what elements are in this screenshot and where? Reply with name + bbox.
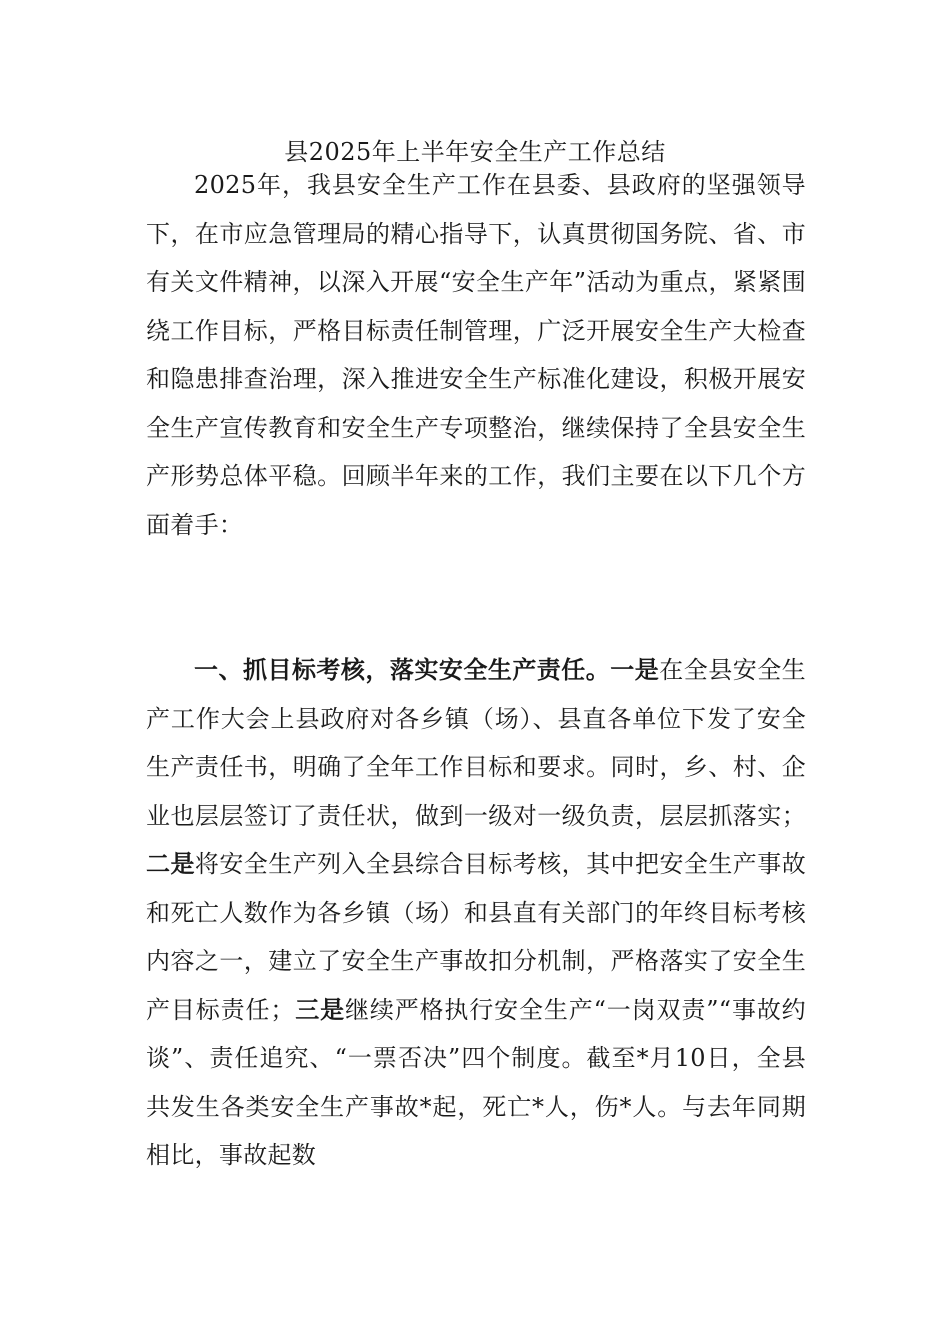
section-1-paragraph (146, 646, 806, 1180)
point-1-label: 一是 (610, 656, 660, 684)
point-2-text: 将安全生产列入全县综合目标考核，其中把安全生产事故和死亡人数作为各乡镇（场）和县直有关部门的年终目标考核内容之一，建立了安全生产事故扣分机制，严格落实了安全生产目标责任； (146, 850, 806, 1024)
point-3-text: 继续严格执行安全生产“一岗双责”“事故约谈”、责任追究、“一票否决”四个制度。截至*月10日，全县共发生各类安全生产事故*起，死亡*人，伤*人。与去年同期相比，事故起数 (146, 995, 806, 1169)
document-title: 县2025年上半年安全生产工作总结 (284, 138, 666, 166)
point-1-text: 在全县安全生产工作大会上县政府对各乡镇（场）、县直各单位下发了安全生产责任书，明确了全年工作目标和要求。同时，乡、村、企业也层层签订了责任状，做到一级对一级负责，层层抓落实； (146, 656, 806, 830)
section-1-heading: 一、抓目标考核，落实安全生产责任。 (194, 656, 611, 684)
point-2-label: 二是 (146, 850, 195, 878)
intro-paragraph: 2025年，我县安全生产工作在县委、县政府的坚强领导下，在市应急管理局的精心指导下，认真贯彻国务院、省、市有关文件精神，以深入开展“安全生产年”活动为重点，紧紧围绕工作目标，严格目标责任制管理，广泛开展安全生产大检查和隐患排查治理，深入推进安全生产标准化建设，积极开展安全生产宣传教育和安全生产专项整治，继续保持了全县安全生产形势总体平稳。回顾半年来的工作，我们主要在以下几个方面着手： (146, 171, 806, 539)
point-3-label: 三是 (294, 995, 345, 1024)
